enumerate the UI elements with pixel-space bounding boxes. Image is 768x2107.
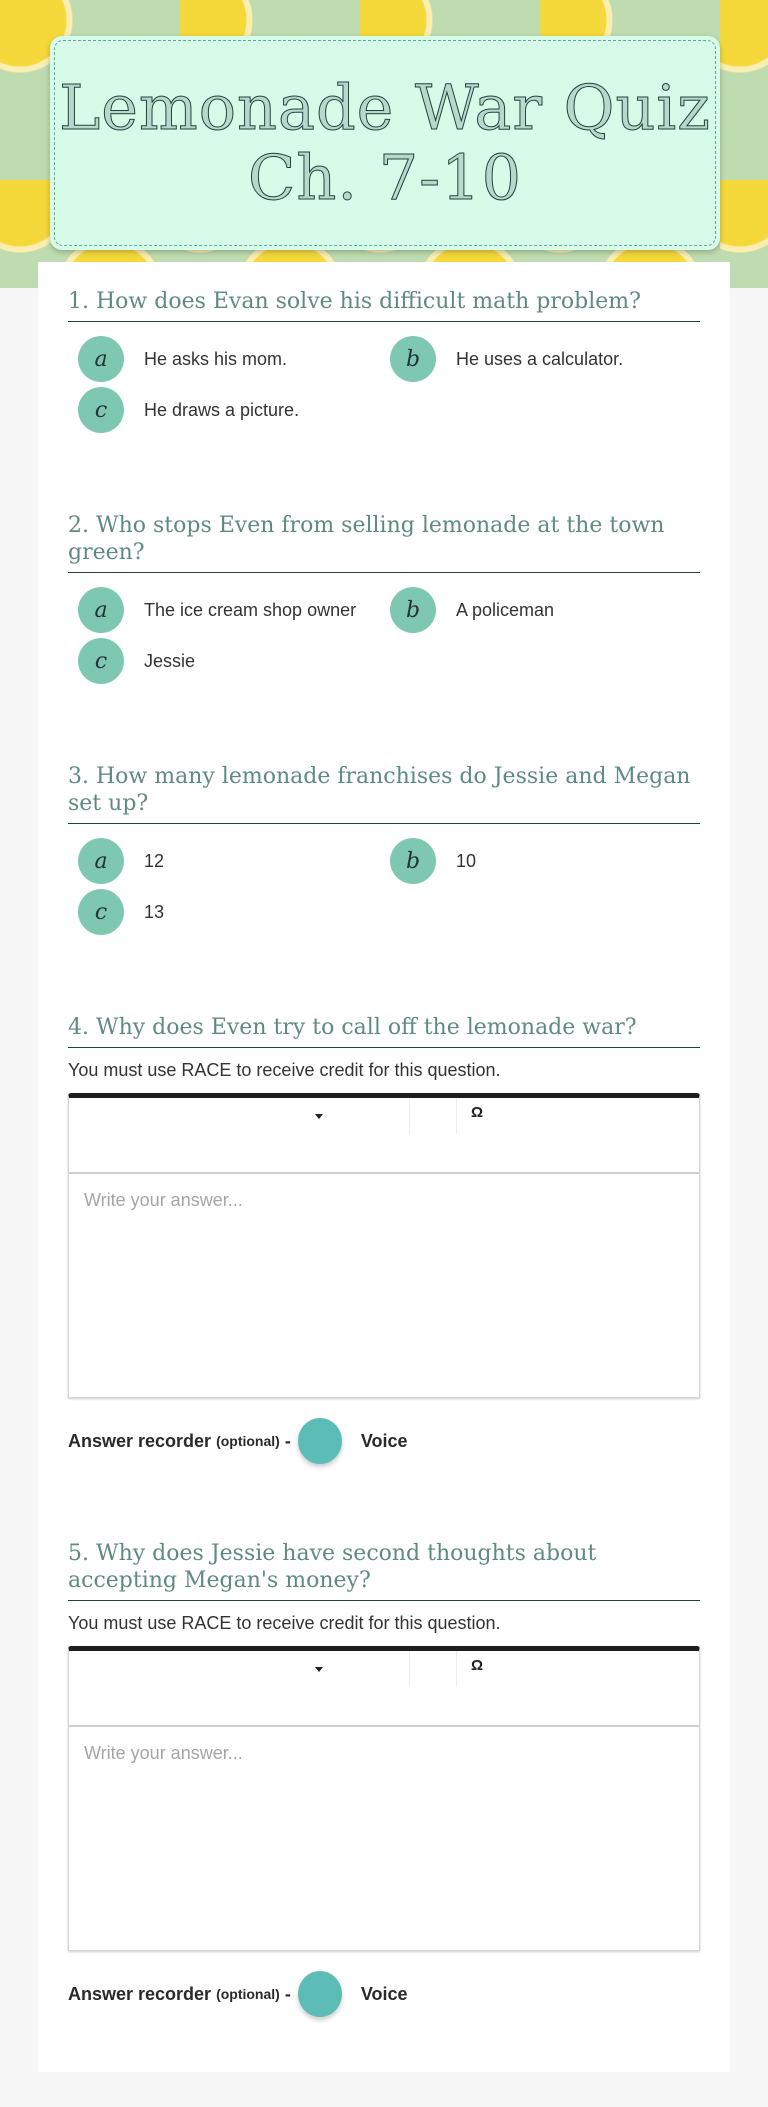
option-text: He draws a picture. <box>144 399 300 420</box>
voice-label: Voice <box>360 1983 408 2004</box>
recorder-label: Answer recorder <box>68 1430 212 1451</box>
option-bubble[interactable]: b <box>390 838 436 884</box>
question-title: 1. How does Evan solve his difficult math problem? <box>68 288 700 322</box>
option-bubble[interactable]: b <box>390 587 436 633</box>
option-bubble[interactable]: a <box>78 336 124 382</box>
toolbar-divider <box>409 1098 410 1134</box>
question-title: 2. Who stops Even from selling lemonade at the town green? <box>68 512 700 573</box>
option-c[interactable] <box>78 387 299 433</box>
chevron-down-icon <box>315 1114 323 1119</box>
recorder-dash: - <box>284 1430 291 1451</box>
option-bubble[interactable]: c <box>78 889 124 935</box>
quiz-content-panel <box>38 262 730 2072</box>
option-a[interactable] <box>78 587 356 633</box>
question-2 <box>68 512 700 683</box>
special-character-icon[interactable]: Ω <box>471 1104 484 1121</box>
answer-recorder <box>68 1971 700 2017</box>
record-voice-button[interactable] <box>298 1971 342 2017</box>
title-card <box>50 36 720 250</box>
answer-options <box>68 587 700 683</box>
option-c[interactable] <box>78 889 164 935</box>
record-voice-button[interactable] <box>298 1418 342 1464</box>
option-b[interactable] <box>390 838 476 884</box>
option-text: 13 <box>144 901 165 922</box>
option-bubble[interactable]: c <box>78 387 124 433</box>
question-title: 3. How many lemonade franchises do Jessie and Megan set up? <box>68 763 700 824</box>
editor-toolbar <box>69 1651 699 1727</box>
option-text: Jessie <box>144 650 196 671</box>
recorder-dash: - <box>284 1983 291 2004</box>
question-instruction: You must use RACE to receive credit for this question. <box>68 1060 501 1080</box>
answer-recorder <box>68 1418 700 1464</box>
question-title: 5. Why does Jessie have second thoughts about accepting Megan's money? <box>68 1540 700 1601</box>
answer-textarea[interactable] <box>69 1174 699 1392</box>
page-title-line-2: Ch. 7-10 <box>247 141 523 214</box>
rich-text-editor <box>68 1093 700 1398</box>
option-b[interactable] <box>390 587 554 633</box>
question-1 <box>68 288 700 432</box>
question-3 <box>68 763 700 934</box>
special-character-icon[interactable]: Ω <box>471 1657 484 1674</box>
option-bubble[interactable]: a <box>78 838 124 884</box>
option-b[interactable] <box>390 336 623 382</box>
option-bubble[interactable]: b <box>390 336 436 382</box>
option-a[interactable] <box>78 838 164 884</box>
recorder-optional-label: (optional) <box>216 1986 280 2002</box>
answer-options <box>68 838 700 934</box>
lemon-background-banner <box>0 0 768 288</box>
toolbar-divider <box>456 1098 457 1134</box>
toolbar-divider <box>456 1651 457 1687</box>
option-text: A policeman <box>456 599 555 620</box>
option-bubble[interactable]: a <box>78 587 124 633</box>
answer-options <box>68 336 700 432</box>
option-text: He asks his mom. <box>144 348 288 369</box>
recorder-label: Answer recorder <box>68 1983 212 2004</box>
question-4 <box>68 1014 700 1464</box>
question-instruction: You must use RACE to receive credit for this question. <box>68 1613 501 1633</box>
page-title-line-1: Lemonade War Quiz <box>59 71 711 144</box>
editor-toolbar <box>69 1098 699 1174</box>
voice-label: Voice <box>360 1430 408 1451</box>
option-text: 12 <box>144 850 165 871</box>
option-text: He uses a calculator. <box>456 348 624 369</box>
option-text: The ice cream shop owner <box>144 599 357 620</box>
recorder-optional-label: (optional) <box>216 1433 280 1449</box>
option-bubble[interactable]: c <box>78 638 124 684</box>
question-5 <box>68 1540 700 2017</box>
rich-text-editor <box>68 1646 700 1951</box>
question-title: 4. Why does Even try to call off the lemonade war? <box>68 1014 700 1048</box>
option-c[interactable] <box>78 638 195 684</box>
chevron-down-icon <box>315 1667 323 1672</box>
toolbar-divider <box>409 1651 410 1687</box>
option-text: 10 <box>456 850 477 871</box>
answer-textarea[interactable] <box>69 1727 699 1945</box>
format-dropdown[interactable] <box>69 1651 409 1687</box>
title-card-dashed-border <box>54 40 716 246</box>
format-dropdown[interactable] <box>69 1098 409 1134</box>
option-a[interactable] <box>78 336 287 382</box>
